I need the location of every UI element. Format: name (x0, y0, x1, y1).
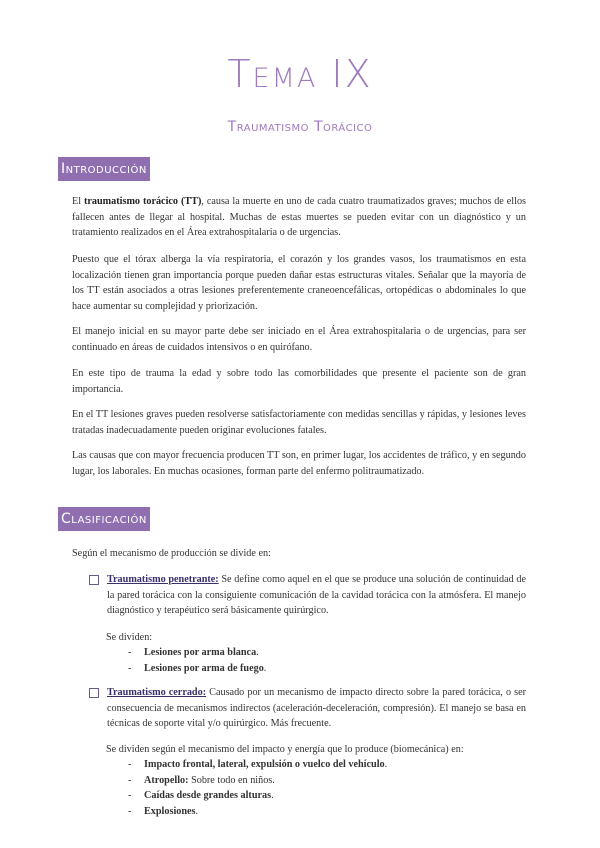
intro-paragraph-3: El manejo inicial en su mayor parte debe ser iniciado en el Área extrahospitalaria o de urgencias, para ser continuado en áreas de cuidados intensivos o en quirófano. (72, 326, 526, 353)
p1-term: traumatismo torácico (TT) (84, 196, 202, 207)
list-item (128, 661, 266, 677)
term-penetrante: Traumatismo penetrante: (107, 574, 219, 585)
p1-text-a: El (72, 196, 84, 207)
list-item-bold: Lesiones por arma de fuego (144, 662, 264, 674)
checkbox-icon[interactable] (89, 575, 99, 585)
intro-paragraph-2: Puesto que el tórax alberga la vía respiratoria, el corazón y los grandes vasos, los traumatismos en esta localización tienen gran importancia porque pueden dañar estas estructuras vitales. Señalar que la mayoría de los TT están asociados a otras lesiones preferentemente craneoencefálicas, ortopédicas o abdominales lo que hace aumentar su complejidad y priorización. (72, 254, 526, 312)
list-item-bold: Impacto frontal, lateral, expulsión o vuelco del vehículo (144, 759, 385, 770)
intro-paragraph-1 (72, 194, 526, 241)
cerrado-divide-label: Se dividen según el mecanismo del impacto y energía que lo produce (biomecánica) en: (106, 744, 464, 755)
list-item (128, 788, 387, 804)
list-item-rest: . (271, 790, 274, 801)
p1-text-c: , causa la muerte en uno de cada cuatro traumatizados graves; muchos de ellos fallecen antes de llegar al hospital. Muchas de estas muertes se pueden evitar con un diagnóstico y un tratamiento realizados en el Área extrahospitalaria o de urgencias. (72, 196, 527, 238)
desc-cerrado: Causado por un mecanismo de impacto directo sobre la pared torácica, o ser consecuencia de mecanismos indirectos (aceleración-deceleración, compresión). El manejo se basa en técnicas de soporte vital y/o quirúrgico. Más frecuente. (107, 687, 526, 729)
list-item (128, 773, 387, 789)
list-item-bold: Atropello: (144, 774, 189, 786)
page-title: Tema IX (227, 52, 373, 96)
list-item-bold: Caídas desde grandes alturas (144, 790, 272, 801)
list-item-rest: . (384, 759, 388, 770)
intro-paragraph-5: En el TT lesiones graves pueden resolverse satisfactoriamente con medidas sencillas y rápidas, y lesiones leves tratadas inadecuadamente pueden originar evoluciones fatales. (72, 409, 526, 436)
list-item-bold: Lesiones por arma blanca (144, 647, 257, 658)
item-traumatismo-penetrante (90, 572, 526, 619)
cerrado-list (128, 757, 387, 819)
penetrante-list (128, 645, 266, 676)
list-item-bold: Explosiones (144, 805, 196, 817)
item-traumatismo-cerrado (90, 685, 526, 732)
section-heading-intro: Introducción (58, 157, 150, 181)
classification-lead: Según el mecanismo de producción se divide en: (72, 548, 271, 559)
intro-paragraph-6: Las causas que con mayor frecuencia producen TT son, en primer lugar, los accidentes de tráfico, y en segundo lugar, los laborales. En muchas ocasiones, forman parte del enfermo politraumatizado. (72, 450, 526, 477)
list-item-rest: Sobre todo en niños. (188, 774, 275, 786)
section-heading-classification: Clasificación (58, 507, 150, 531)
list-item-rest: . (195, 805, 199, 817)
list-item (128, 757, 387, 773)
list-item-rest: . (263, 662, 267, 674)
term-cerrado: Traumatismo cerrado: (107, 687, 207, 698)
checkbox-icon[interactable] (89, 688, 99, 698)
list-item (128, 804, 387, 820)
desc-penetrante: Se define como aquel en el que se produce una solución de continuidad de la pared torácica con la consiguiente comunicación de la cavidad torácica con la atmósfera. El manejo diagnóstico y terapéutico será básicamente quirúrgico. (107, 574, 526, 616)
list-item (128, 645, 266, 661)
penetrante-divide-label: Se dividen: (106, 632, 153, 643)
intro-paragraph-4: En este tipo de trauma la edad y sobre todo las comorbilidades que presente el paciente son de gran importancia. (72, 368, 526, 395)
list-item-rest: . (256, 647, 259, 658)
page-subtitle: Traumatismo Torácico (227, 119, 373, 135)
